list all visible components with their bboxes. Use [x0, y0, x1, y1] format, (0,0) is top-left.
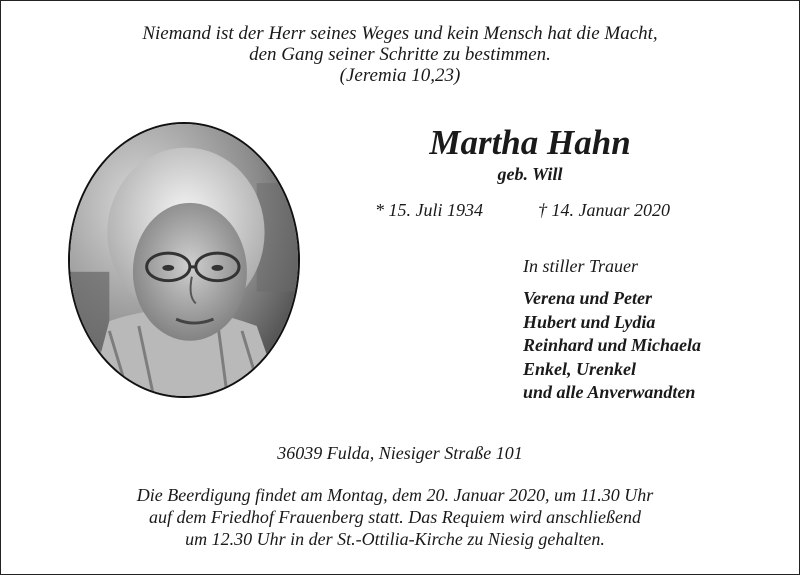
portrait-photo — [68, 122, 300, 398]
mourning-heading: In stiller Trauer — [523, 256, 639, 276]
deceased-name: Martha Hahn — [429, 123, 631, 162]
bible-verse — [0, 23, 800, 86]
funeral-line-3: um 12.30 Uhr in der St.-Ottilia-Kirche zu Niesig gehalten. — [185, 529, 605, 549]
mourner-item: Hubert und Lydia — [523, 311, 656, 332]
verse-reference: (Jeremia 10,23) — [339, 65, 461, 86]
mourner-item: Verena und Peter — [523, 288, 653, 308]
family-address: 36039 Fulda, Niesiger Straße 101 — [277, 443, 523, 463]
portrait-photo-image — [70, 124, 298, 396]
verse-line-2: den Gang seiner Schritte zu bestimmen. — [249, 44, 551, 65]
verse-line-1: Niemand ist der Herr seines Weges und kein Mensch hat die Macht, — [142, 23, 658, 44]
mourners-list — [523, 287, 701, 405]
mourner-item: Enkel, Urenkel — [523, 358, 637, 379]
funeral-line-2: auf dem Friedhof Frauenberg statt. Das Requiem wird anschließend — [148, 507, 642, 527]
mourner-item: und alle Anverwandten — [523, 382, 696, 402]
death-date: † 14. Januar 2020 — [538, 200, 670, 220]
funeral-line-1: Die Beerdigung findet am Montag, dem 20. Januar 2020, um 11.30 Uhr — [136, 485, 654, 505]
maiden-name: geb. Will — [497, 164, 563, 184]
funeral-details — [0, 484, 790, 550]
mourner-item: Reinhard und Michaela — [523, 335, 702, 355]
birth-date: * 15. Juli 1934 — [375, 200, 483, 220]
